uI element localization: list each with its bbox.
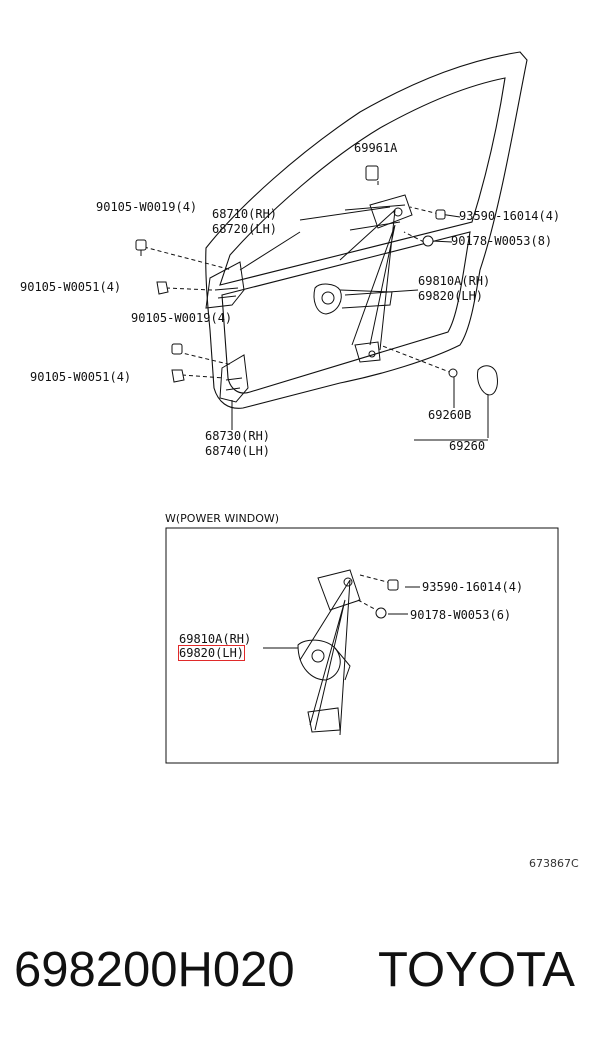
label-93590-16014-upper: 93590-16014(4) bbox=[459, 209, 561, 223]
window-frame bbox=[220, 78, 505, 285]
label-90105-w0019-upper: 90105-W0019(4) bbox=[96, 200, 198, 214]
handle-69260 bbox=[477, 366, 497, 395]
label-68730: 68730(RH) bbox=[205, 429, 271, 443]
brand-name: TOYOTA bbox=[378, 943, 575, 997]
label-90105-w0019-lower: 90105-W0019(4) bbox=[131, 311, 233, 325]
label-69820-inset-highlighted: 69820(LH) bbox=[179, 646, 245, 660]
label-69810a-inset: 69810A(RH) bbox=[179, 632, 252, 646]
label-69260b: 69260B bbox=[428, 408, 472, 422]
label-90178-w0053-inset: 90178-W0053(6) bbox=[410, 608, 512, 622]
diagram-reference: 673867C bbox=[529, 857, 579, 870]
label-93590-16014-inset: 93590-16014(4) bbox=[422, 580, 524, 594]
inset-title: W(POWER WINDOW) bbox=[165, 512, 280, 525]
label-90178-w0053-upper: 90178-W0053(8) bbox=[451, 234, 553, 248]
label-69820-upper: 69820(LH) bbox=[418, 289, 484, 303]
label-90105-w0051-lower: 90105-W0051(4) bbox=[30, 370, 132, 384]
label-68710: 68710(RH) bbox=[212, 207, 278, 221]
label-68740: 68740(LH) bbox=[205, 444, 271, 458]
label-68720: 68720(LH) bbox=[212, 222, 278, 236]
label-90105-w0051-upper: 90105-W0051(4) bbox=[20, 280, 122, 294]
label-69810a-upper: 69810A(RH) bbox=[418, 274, 491, 288]
part-number: 698200H020 bbox=[14, 943, 295, 997]
label-69260: 69260 bbox=[449, 439, 486, 453]
door-panel bbox=[222, 232, 470, 393]
label-69961a: 69961A bbox=[354, 141, 398, 155]
